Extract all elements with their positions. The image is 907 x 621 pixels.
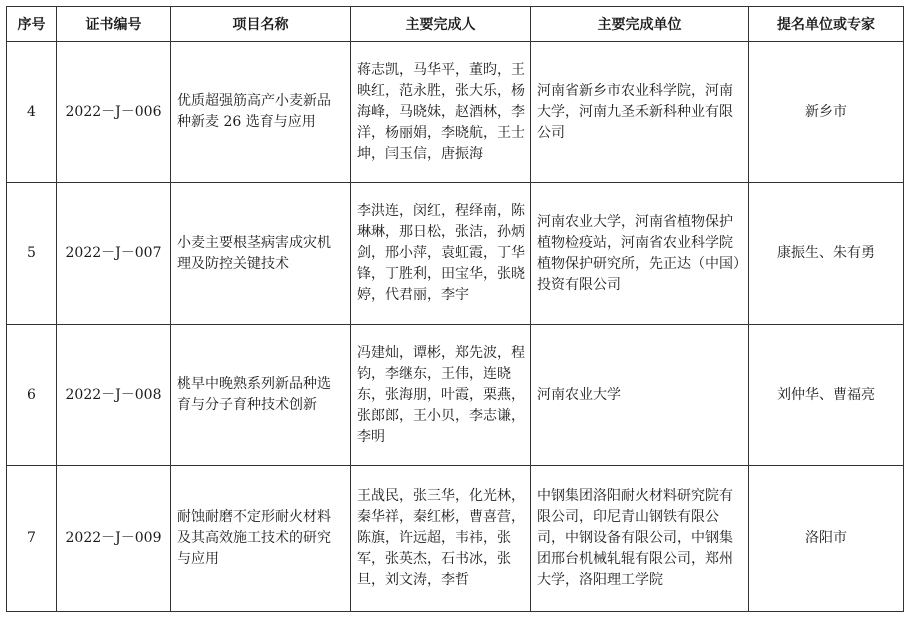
cell-cert: 2022－J－007 [57,183,171,325]
cell-cert: 2022－J－009 [57,466,171,612]
table-row [7,183,904,325]
header-persons: 主要完成人 [351,7,531,42]
cell-units: 河南农业大学，河南省植物保护植物检疫站，河南省农业科学院植物保护研究所，先正达（中国）投资有限公司 [531,183,749,325]
cell-cert: 2022－J－006 [57,42,171,183]
header-nominator: 提名单位或专家 [749,7,904,42]
header-row [7,7,904,42]
cell-no: 4 [7,42,57,183]
header-project: 项目名称 [171,7,351,42]
cell-project: 桃早中晚熟系列新品种选育与分子育种技术创新 [171,325,351,466]
table-row [7,466,904,612]
cell-nominator: 刘仲华、曹福亮 [749,325,904,466]
cell-persons: 蒋志凯，马华平，董昀，王映红，范永胜，张大乐，杨海峰，马晓妹，赵酒林，李洋，杨丽娟，李晓航，王士坤，闫玉信，唐振海 [351,42,531,183]
cell-persons: 冯建灿，谭彬，郑先波，程钧，李继东，王伟，连晓东，张海朋，叶霞，栗燕，张郎郎，王小贝，李志谦，李明 [351,325,531,466]
award-table [6,6,904,612]
cell-cert: 2022－J－008 [57,325,171,466]
cell-project: 小麦主要根茎病害成灾机理及防控关键技术 [171,183,351,325]
cell-nominator: 洛阳市 [749,466,904,612]
table-row [7,42,904,183]
cell-units: 中钢集团洛阳耐火材料研究院有限公司，印尼青山钢铁有限公司，中钢设备有限公司，中钢集团邢台机械轧辊有限公司，郑州大学，洛阳理工学院 [531,466,749,612]
cell-no: 5 [7,183,57,325]
cell-nominator: 康振生、朱有勇 [749,183,904,325]
cell-project: 优质超强筋高产小麦新品种新麦 26 选育与应用 [171,42,351,183]
header-units: 主要完成单位 [531,7,749,42]
cell-persons: 李洪连，闵红，程绎南，陈琳琳，那日松，张洁，孙炳剑，邢小萍，袁虹霞，丁华锋，丁胜利，田宝华，张晓婷，代君丽，李宇 [351,183,531,325]
header-cert: 证书编号 [57,7,171,42]
cell-no: 6 [7,325,57,466]
cell-units: 河南农业大学 [531,325,749,466]
cell-project: 耐蚀耐磨不定形耐火材料及其高效施工技术的研究与应用 [171,466,351,612]
cell-units: 河南省新乡市农业科学院，河南大学，河南九圣禾新科种业有限公司 [531,42,749,183]
header-no: 序号 [7,7,57,42]
cell-persons: 王战民，张三华，化光林，秦华祥，秦红彬，曹喜营，陈旗，许远超，韦祎，张军，张英杰，石书冰，张旦，刘文涛，李哲 [351,466,531,612]
table-row [7,325,904,466]
cell-no: 7 [7,466,57,612]
cell-nominator: 新乡市 [749,42,904,183]
